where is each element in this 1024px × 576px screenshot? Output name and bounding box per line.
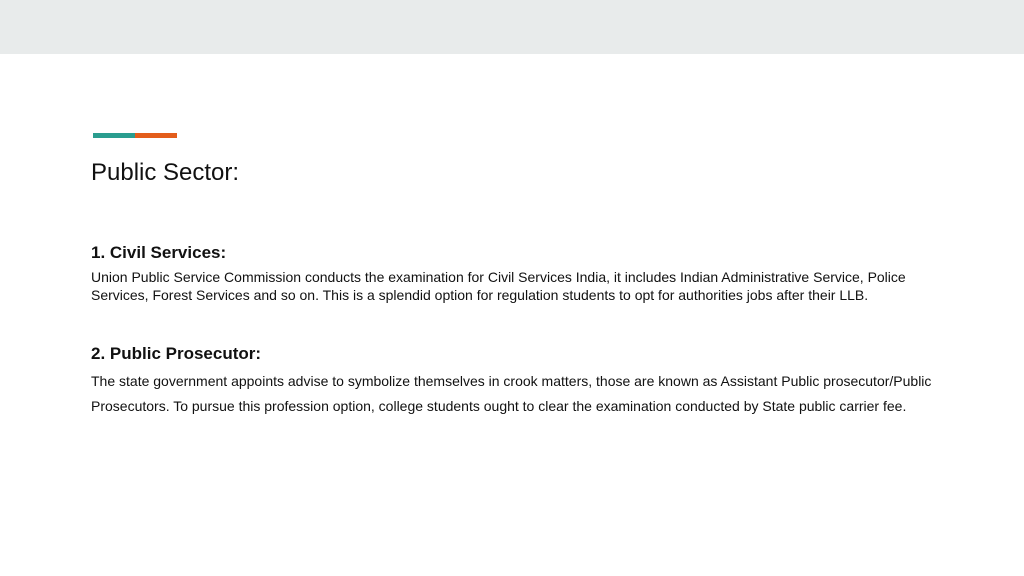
section-body: The state government appoints advise to symbolize themselves in crook matters, those are known as Assistant Public prosecutor/Public Prosecutors. To pursue this profession option, college students ought to clear the examination conducted by State public carrier fee. [91, 373, 932, 414]
section-heading: 2. Public Prosecutor: [91, 344, 262, 363]
section-public-prosecutor [91, 343, 941, 419]
title-accent-bar [93, 133, 177, 138]
top-band [0, 0, 1024, 54]
slide [0, 54, 1024, 576]
section-body: Union Public Service Commission conducts the examination for Civil Services India, it includes Indian Administrative Service, Police Services, Forest Services and so on. This is a splendid option for regulation students to opt for authorities jobs after their LLB. [91, 269, 906, 303]
accent-bar-teal [93, 133, 135, 138]
section-civil-services [91, 242, 941, 304]
slide-title: Public Sector: [91, 159, 240, 186]
section-heading: 1. Civil Services: [91, 243, 227, 262]
accent-bar-orange [135, 133, 177, 138]
